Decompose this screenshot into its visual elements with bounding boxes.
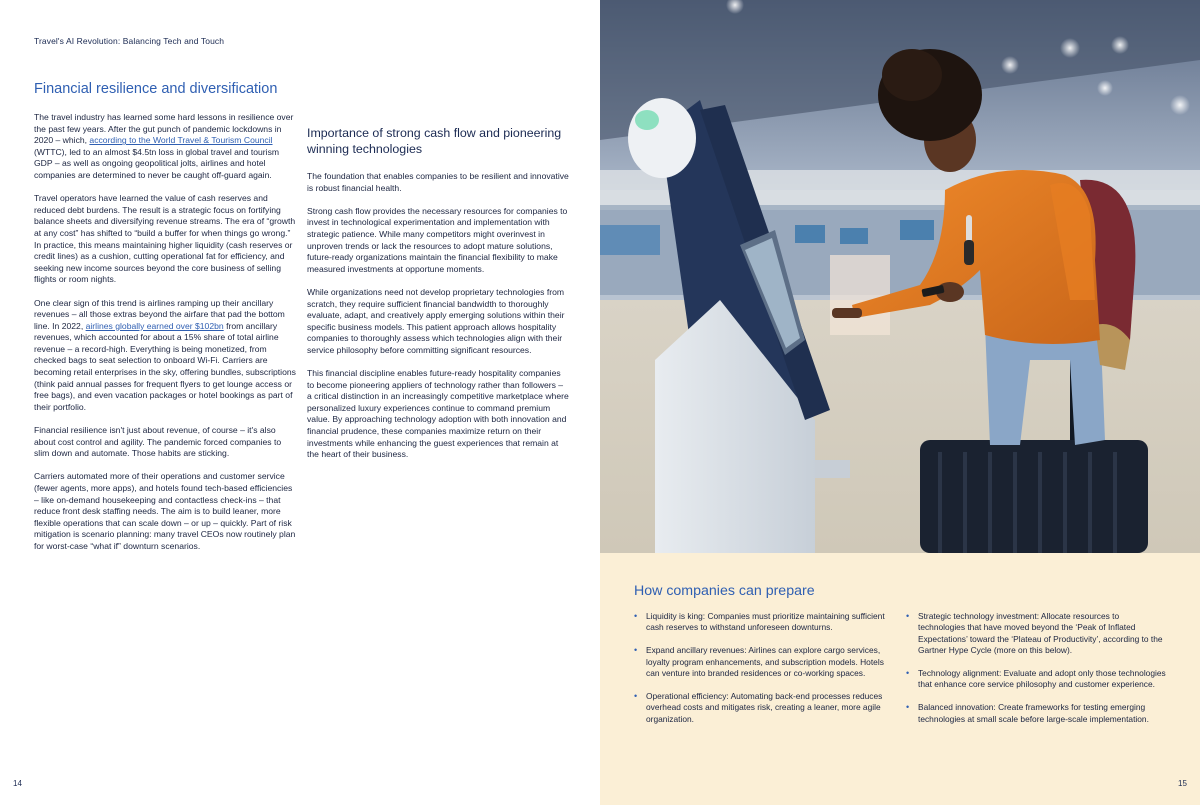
paragraph-3: One clear sign of this trend is airlines ramping up their ancillary revenues – all those extras beyond the airfare that pad the bottom line. In 2022, airlines globally earned over $102bn from ancillary revenues, which accounted for about a 15% share of total airline revenue – a record-high. Everything is being monetized, from checked bags to seat selection to onboard Wi-Fi. Carriers are becoming retail enterprises in the sky, offering bundles, subscriptions (think paid annual passes for frequent flyers to get lounge access or free bags), and even vacation packages or hotel bookings as part of their portfolio. bbox=[34, 297, 296, 412]
page-number-right: 15 bbox=[1178, 779, 1187, 788]
left-column bbox=[34, 80, 296, 564]
airport-kiosk-photo bbox=[600, 0, 1200, 553]
bullet-list-left bbox=[634, 611, 896, 736]
how-companies-can-prepare-box bbox=[600, 553, 1200, 805]
list-item: • Technology alignment: Evaluate and adopt only those technologies that enhance core service philosophy and customer experience. bbox=[906, 668, 1168, 691]
col2-paragraph-4: This financial discipline enables future-ready hospitality companies to become pioneering appliers of technology rather than followers – a critical distinction in an increasingly competitive marketplace where personalized luxury experiences continue to command premium value. By approaching technology adoption with both innovation and financial prudence, these companies maximize return on their investments while enhancing the guest experiences that remain at the heart of their business. bbox=[307, 368, 569, 460]
ancillary-revenue-link[interactable]: airlines globally earned over $102bn bbox=[85, 320, 224, 331]
list-item: • Expand ancillary revenues: Airlines can explore cargo services, loyalty program enhancements, and subscription models. Hotels can venture into branded residences or co-working spaces. bbox=[634, 645, 896, 679]
running-head: Travel's AI Revolution: Balancing Tech and Touch bbox=[34, 36, 225, 46]
bullet-list-right bbox=[906, 611, 1168, 736]
list-item: • Balanced innovation: Create frameworks for testing emerging technologies at small scale before large-scale implementation. bbox=[906, 702, 1168, 725]
subsection-heading: Importance of strong cash flow and pioneering winning technologies bbox=[307, 126, 562, 156]
right-column bbox=[307, 125, 569, 472]
list-item: • Operational efficiency: Automating back-end processes reduces overhead costs and mitigates risk, creating a leaner, more agile organization. bbox=[634, 691, 896, 725]
col2-paragraph-3: While organizations need not develop proprietary technologies from scratch, they require sufficient financial bandwidth to thoroughly evaluate, adapt, and creatively apply emerging solutions within their specific business models. This patient approach allows hospitality companies to thoroughly assess which technologies align with their service philosophy before committing significant resources. bbox=[307, 286, 565, 355]
right-page bbox=[600, 0, 1200, 805]
page-number-left: 14 bbox=[13, 779, 22, 788]
paragraph-2: Travel operators have learned the value of cash reserves and reduced debt burdens. The result is a strategic focus on fortifying balance sheets and diversifying revenue streams. The era of “growth at any cost” has shifted to “build a buffer for when things go wrong.” In practice, this means maintaining higher liquidity (cash reserves or credit lines) as a cushion, cutting operational fat for efficiency, and seeking new income sources beyond the core business of selling flights or room nights. bbox=[34, 193, 296, 285]
col2-paragraph-1: The foundation that enables companies to be resilient and innovative is robust financial health. bbox=[307, 171, 569, 193]
list-item: • Strategic technology investment: Allocate resources to technologies that have moved beyond the ‘Peak of Inflated Expectations’ toward the ‘Plateau of Productivity’, according to the Gartner Hype Cycle (more on this below). bbox=[906, 611, 1168, 657]
wttc-link[interactable]: according to the World Travel & Tourism Council bbox=[89, 135, 273, 146]
paragraph-5: Carriers automated more of their operations and customer service (fewer agents, more apps), and hotels found tech-based efficiencies – like on-demand housekeeping and contactless check-ins – that reduce front desk staffing needs. The aim is to build leaner, more flexible operations that can scale down – or up – quickly. Part of risk mitigation is scenario planning: many travel CEOs now routinely plan for worst-case “what if” downturn scenarios. bbox=[34, 471, 296, 551]
list-item: • Liquidity is king: Companies must prioritize maintaining sufficient cash reserves to withstand unforeseen downturns. bbox=[634, 611, 896, 634]
paragraph-1: The travel industry has learned some hard lessons in resilience over the past few years. After the gut punch of pandemic lockdowns in 2020 – which, according to the World Travel & Tourism Council (WTTC), led to an almost $4.5tn loss in global travel and tourism GDP – as well as ongoing geopolitical jolts, airlines and hotel companies are determined to never be caught off-guard again. bbox=[34, 112, 294, 180]
paragraph-4: Financial resilience isn't just about revenue, of course – it's also about cost control and agility. The pandemic forced companies to slim down and automate. Those habits are sticking. bbox=[34, 425, 282, 459]
section-heading: Financial resilience and diversification bbox=[34, 81, 278, 97]
callout-title: How companies can prepare bbox=[634, 583, 815, 599]
col2-paragraph-2: Strong cash flow provides the necessary resources for companies to invest in technological experimentation and implementation with strategic patience. While many competitors might overinvest in unproven trends or lack the resources to adopt mature solutions, future-ready organizations maintain the financial flexibility to make measured investments at opportune moments. bbox=[307, 205, 568, 274]
